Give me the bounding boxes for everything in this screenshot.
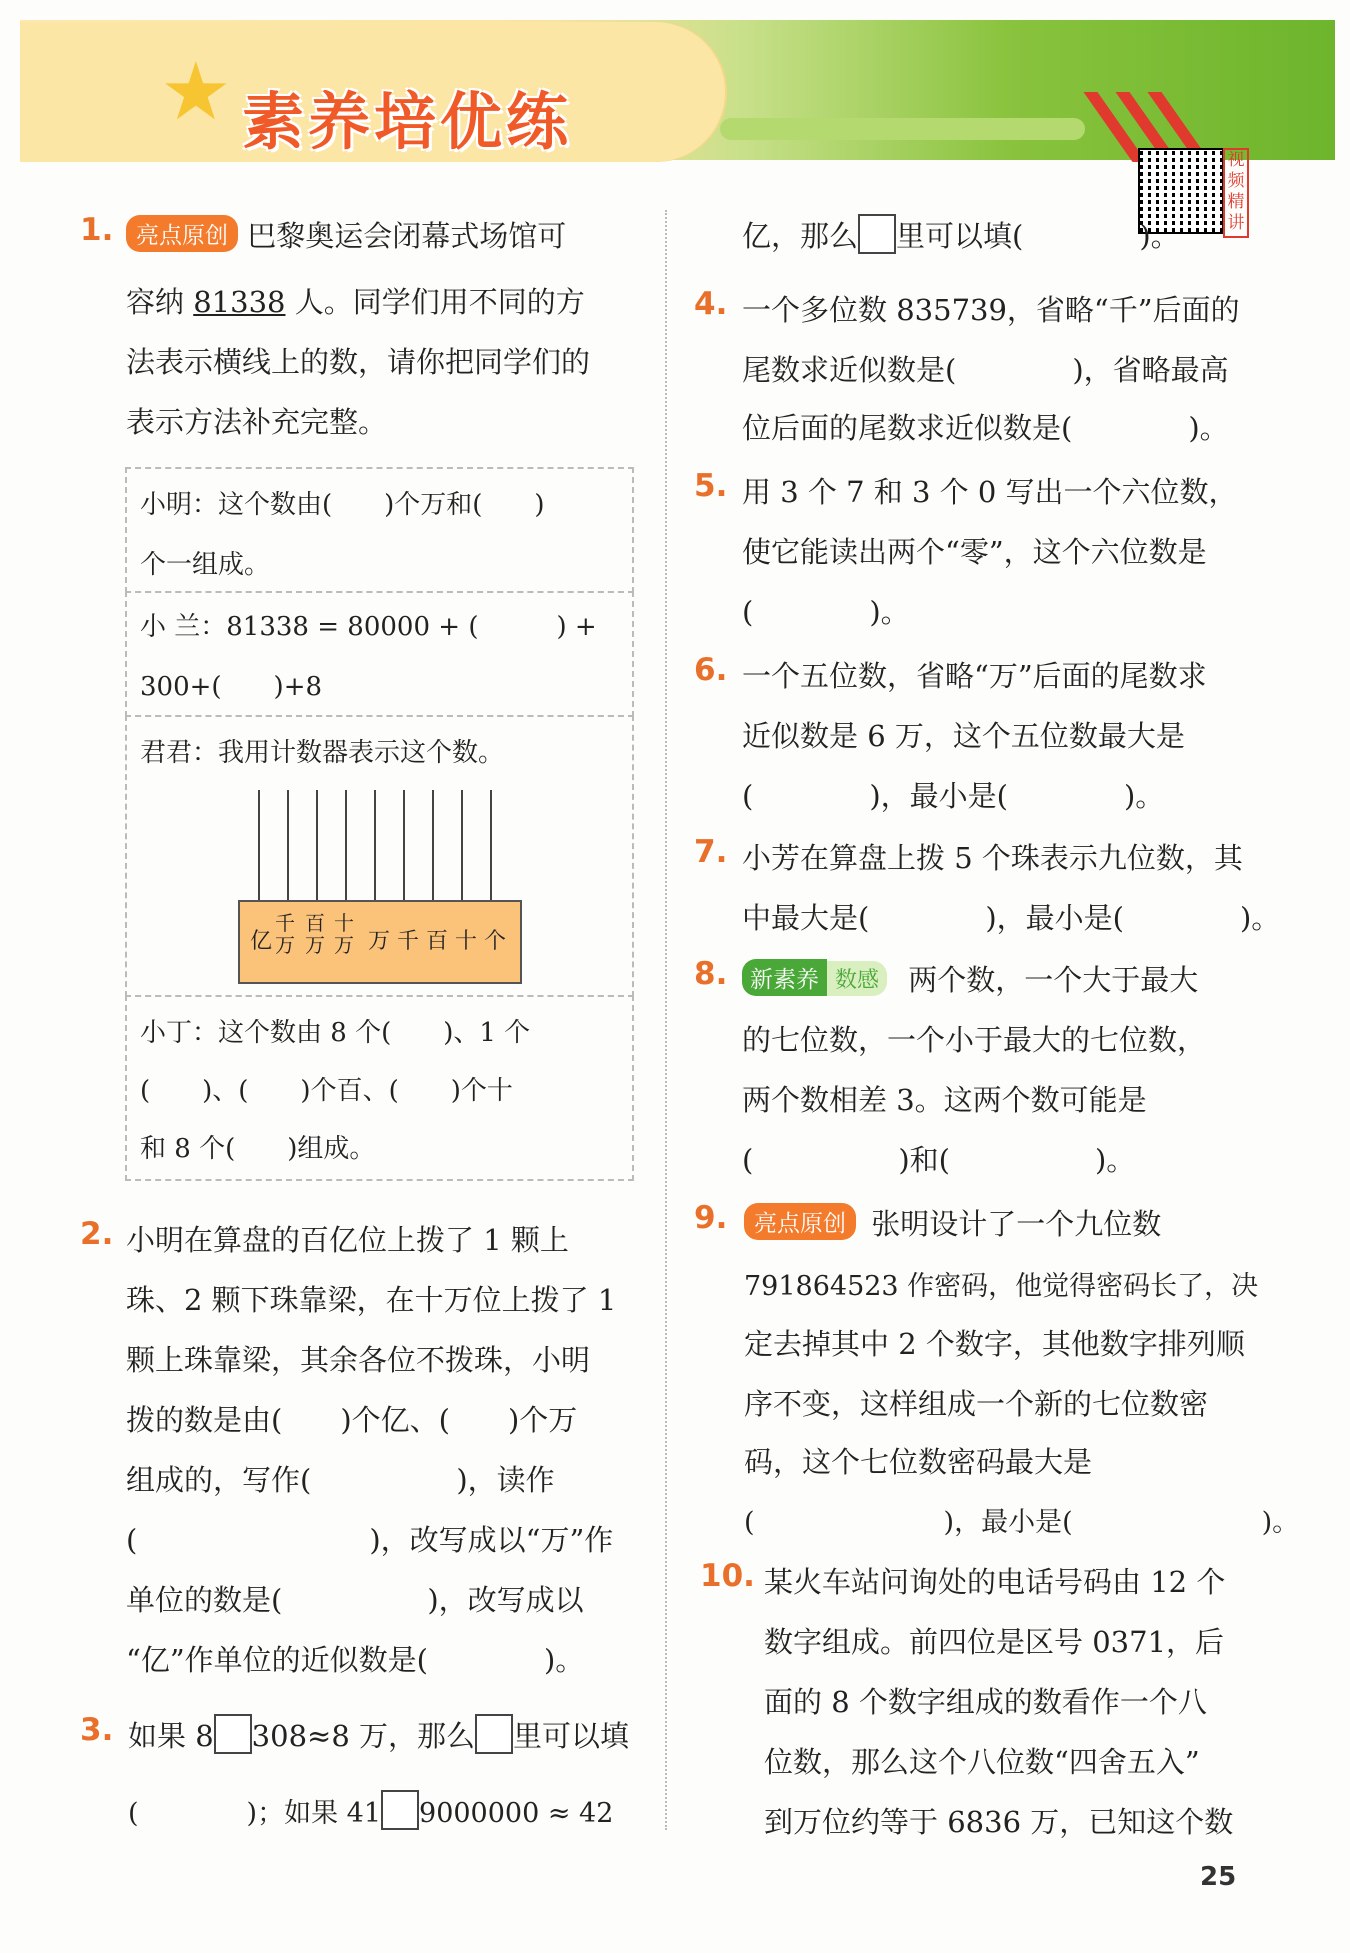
- abacus-rod: [345, 790, 347, 902]
- question-number: 5.: [694, 468, 728, 504]
- star-icon: ★: [160, 45, 232, 138]
- q10-text: 到万位约等于 6836 万，已知这个数: [764, 1805, 1234, 1839]
- q1-text: 人。同学们用不同的方: [285, 285, 585, 319]
- question-number: 2.: [80, 1216, 114, 1252]
- xiaolan-line: 300+( )+8: [140, 672, 323, 702]
- q3-text: 9000000 ≈ 42: [419, 1798, 614, 1829]
- q1-text: 巴黎奥运会闭幕式场馆可: [247, 219, 567, 253]
- q9-text: 码，这个七位数密码最大是: [744, 1445, 1093, 1479]
- q1-text: 法表示横线上的数，请你把同学们的: [126, 345, 591, 379]
- question-number: 9.: [694, 1200, 728, 1236]
- xiaoding-line: ( )、( )个百、( )个十: [140, 1076, 513, 1106]
- q2-text: ( )，改写成以“万”作: [126, 1523, 614, 1557]
- q2-text: 小明在算盘的百亿位上拨了 1 颗上: [126, 1223, 569, 1257]
- qr-label: 视频精讲: [1223, 148, 1249, 238]
- new-literacy-tag: 新素养: [742, 959, 827, 996]
- original-tag: 亮点原创: [126, 215, 238, 252]
- q3-text: 里可以填( )。: [896, 219, 1180, 253]
- abacus-rod: [403, 790, 405, 902]
- q5-text: ( )。: [742, 595, 910, 629]
- column-divider: [665, 210, 667, 1830]
- abacus-rod: [287, 790, 289, 902]
- q10-text: 面的 8 个数字组成的数看作一个八: [764, 1685, 1207, 1719]
- q9-text: 序不变，这样组成一个新的七位数密: [744, 1387, 1209, 1421]
- question-number: 10.: [700, 1558, 755, 1594]
- xiaoding-line: 和 8 个( )组成。: [140, 1134, 376, 1164]
- abacus-rod: [258, 790, 260, 902]
- q10-text: 位数，那么这个八位数“四舍五入”: [764, 1745, 1200, 1779]
- underlined-number: 81338: [193, 285, 286, 319]
- q2-text: 拨的数是由( )个亿、( )个万: [126, 1403, 578, 1437]
- question-number: 3.: [80, 1712, 114, 1748]
- q6-text: 近似数是 6 万，这个五位数最大是: [742, 719, 1185, 753]
- q2-text: 颗上珠靠梁，其余各位不拨珠，小明: [126, 1343, 591, 1377]
- place-label: 十万: [334, 911, 354, 957]
- original-tag: 亮点原创: [744, 1203, 856, 1240]
- q2-text: “亿”作单位的近似数是( )。: [126, 1643, 585, 1677]
- place-label: 百万: [305, 911, 325, 957]
- q3-text: 如果 8: [128, 1719, 214, 1753]
- place-label: 十: [455, 929, 478, 954]
- question-number: 7.: [694, 834, 728, 870]
- q2-text: 单位的数是( )，改写成以: [126, 1583, 584, 1617]
- counting-frame: [238, 900, 522, 984]
- fill-box[interactable]: [858, 214, 896, 254]
- q1-text: 表示方法补充完整。: [126, 405, 388, 439]
- q7-text: 中最大是( )，最小是( )。: [742, 901, 1281, 935]
- abacus-rod: [490, 790, 492, 902]
- abacus-rod: [461, 790, 463, 902]
- q6-text: 一个五位数，省略“万”后面的尾数求: [742, 659, 1207, 693]
- fill-box[interactable]: [214, 1714, 252, 1754]
- q4-text: 尾数求近似数是( )，省略最高: [742, 353, 1229, 387]
- junjun-line: 君君：我用计数器表示这个数。: [140, 738, 505, 768]
- q4-text: 一个多位数 835739，省略“千”后面的: [742, 293, 1240, 327]
- xiaoming-line: 小明：这个数由( )个万和( ): [140, 490, 545, 520]
- q3-text: ( )；如果 41: [128, 1798, 382, 1829]
- fill-box[interactable]: [475, 1714, 513, 1754]
- fill-box[interactable]: [381, 1790, 419, 1830]
- q2-text: 珠、2 颗下珠靠梁，在十万位上拨了 1: [126, 1283, 617, 1317]
- q4-text: 位后面的尾数求近似数是( )。: [742, 411, 1229, 445]
- question-number: 6.: [694, 652, 728, 688]
- place-label: 亿: [250, 929, 273, 954]
- q2-text: 组成的，写作( )，读作: [126, 1463, 555, 1497]
- section-title: 素养培优练: [242, 85, 573, 158]
- q9-text: 定去掉其中 2 个数字，其他数字排列顺: [744, 1327, 1245, 1361]
- question-number: 8.: [694, 956, 728, 992]
- xiaoding-line: 小丁：这个数由 8 个( )、1 个: [140, 1018, 531, 1048]
- q8-text: 两个数相差 3。这两个数可能是: [742, 1083, 1147, 1117]
- place-label: 千万: [275, 911, 295, 957]
- place-label: 个: [484, 929, 507, 954]
- q9-text: 791864523 作密码，他觉得密码长了，决: [744, 1271, 1259, 1302]
- question-number: 4.: [694, 286, 728, 322]
- q3-text: 里可以填: [513, 1719, 630, 1753]
- xiaolan-line: 小 兰：81338 = 80000 + ( ) +: [140, 612, 597, 642]
- q3-text: 亿，那么: [742, 219, 859, 253]
- q10-text: 某火车站问询处的电话号码由 12 个: [764, 1565, 1226, 1599]
- abacus-rod: [316, 790, 318, 902]
- q6-text: ( )，最小是( )。: [742, 779, 1165, 813]
- q9-text: ( )，最小是( )。: [744, 1507, 1300, 1538]
- q8-text: ( )和( )。: [742, 1143, 1136, 1177]
- place-label: 千: [397, 929, 420, 954]
- number-sense-tag: 数感: [827, 961, 887, 996]
- q7-text: 小芳在算盘上拨 5 个珠表示九位数，其: [742, 841, 1243, 875]
- place-label: 万: [368, 929, 391, 954]
- page-number: 25: [1200, 1862, 1237, 1892]
- q1-text: 容纳: [126, 285, 194, 319]
- q10-text: 数字组成。前四位是区号 0371，后: [764, 1625, 1225, 1659]
- q8-text: 的七位数，一个小于最大的七位数，: [742, 1023, 1207, 1057]
- header-decor-line: [720, 118, 1085, 140]
- q9-text: 张明设计了一个九位数: [871, 1207, 1162, 1241]
- xiaoming-line: 个一组成。: [140, 550, 271, 580]
- q3-text: 308≈8 万，那么: [251, 1719, 475, 1753]
- abacus-rod: [374, 790, 376, 902]
- q5-text: 用 3 个 7 和 3 个 0 写出一个六位数，: [742, 475, 1238, 509]
- abacus-rod: [432, 790, 434, 902]
- question-number: 1.: [80, 212, 114, 248]
- q8-text: 两个数，一个大于最大: [908, 963, 1199, 997]
- q5-text: 使它能读出两个“零”，这个六位数是: [742, 535, 1207, 569]
- place-label: 百: [426, 929, 449, 954]
